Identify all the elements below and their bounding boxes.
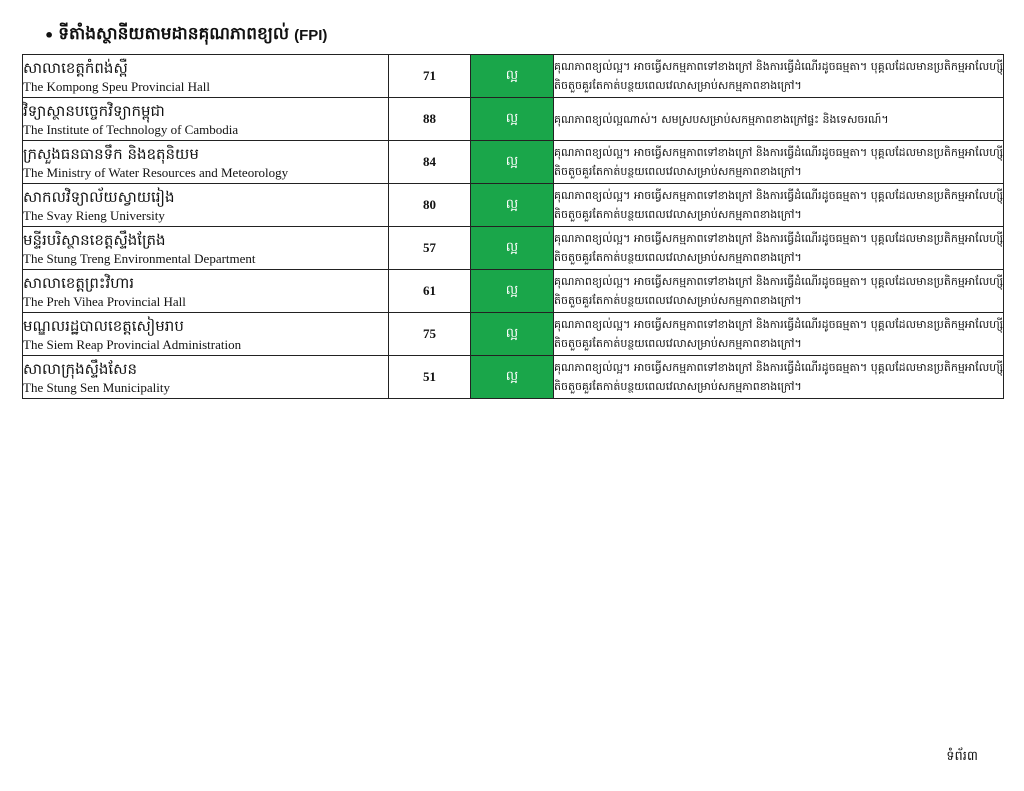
description-text: គុណភាពខ្យល់ល្អ។ អាចធ្វើសកម្មភាពទៅខាងក្រៅ និងការធ្វើដំណើរដូចធម្មតា។ បុគ្គលដែលមានប្រតិកម្មអាលែហ្ស៊ីតិចតួចគួរតែកាត់បន្ថយពេលវេលាសម្រាប់សកម្មភាពខាងក្រៅ។ [554,232,1003,264]
station-name-cell [23,141,389,184]
table-row [23,55,1004,98]
table-row [23,227,1004,270]
station-name-km: សាលាក្រុងស្ទឹងសែន [23,359,137,378]
air-quality-station-table [22,54,1004,399]
station-name-cell [23,98,389,141]
aqi-score: 57 [389,227,471,270]
station-name-en: The Institute of Technology of Cambodia [23,121,239,137]
description-text: គុណភាពខ្យល់ល្អ។ អាចធ្វើសកម្មភាពទៅខាងក្រៅ និងការធ្វើដំណើរដូចធម្មតា។ បុគ្គលដែលមានប្រតិកម្មអាលែហ្ស៊ីតិចតួចគួរតែកាត់បន្ថយពេលវេលាសម្រាប់សកម្មភាពខាងក្រៅ។ [554,146,1003,178]
description-cell [554,356,1004,399]
table-row [23,356,1004,399]
status-badge: ល្អ [471,313,554,356]
station-name-cell [23,227,389,270]
station-name-cell [23,356,389,399]
status-badge: ល្អ [471,227,554,270]
status-badge: ល្អ [471,184,554,227]
status-badge: ល្អ [471,141,554,184]
station-name-km: ក្រសួងធនធានទឹក និងឧតុនិយម [23,144,199,163]
description-text: គុណភាពខ្យល់ល្អ។ អាចធ្វើសកម្មភាពទៅខាងក្រៅ និងការធ្វើដំណើរដូចធម្មតា។ បុគ្គលដែលមានប្រតិកម្មអាលែហ្ស៊ីតិចតួចគួរតែកាត់បន្ថយពេលវេលាសម្រាប់សកម្មភាពខាងក្រៅ។ [554,361,1003,393]
description-text: គុណភាពខ្យល់ល្អ។ អាចធ្វើសកម្មភាពទៅខាងក្រៅ និងការធ្វើដំណើរដូចធម្មតា។ បុគ្គលដែលមានប្រតិកម្មអាលែហ្ស៊ីតិចតួចគួរតែកាត់បន្ថយពេលវេលាសម្រាប់សកម្មភាពខាងក្រៅ។ [554,189,1003,221]
description-cell [554,184,1004,227]
description-cell [554,55,1004,98]
description-text: គុណភាពខ្យល់ល្អ។ អាចធ្វើសកម្មភាពទៅខាងក្រៅ និងការធ្វើដំណើរដូចធម្មតា។ បុគ្គលដែលមានប្រតិកម្មអាលែហ្ស៊ីតិចតួចគួរតែកាត់បន្ថយពេលវេលាសម្រាប់សកម្មភាពខាងក្រៅ។ [554,318,1003,350]
table-row [23,270,1004,313]
status-badge: ល្អ [471,356,554,399]
aqi-score: 84 [389,141,471,184]
aqi-score: 75 [389,313,471,356]
table-row [23,141,1004,184]
station-name-km: សាកលវិទ្យាល័យស្វាយរៀង [23,187,175,206]
description-text: គុណភាពខ្យល់ល្អណាស់។ សមស្របសម្រាប់សកម្មភាពខាងក្រៅផ្ទះ និងទេសចរណ៍។ [554,112,889,126]
status-badge: ល្អ [471,98,554,141]
description-text: គុណភាពខ្យល់ល្អ។ អាចធ្វើសកម្មភាពទៅខាងក្រៅ និងការធ្វើដំណើរដូចធម្មតា។ បុគ្គលដែលមានប្រតិកម្មអាលែហ្ស៊ីតិចតួចគួរតែកាត់បន្ថយពេលវេលាសម្រាប់សកម្មភាពខាងក្រៅ។ [554,275,1003,307]
description-cell [554,227,1004,270]
station-name-km: មន្ទីរបរិស្ថានខេត្តស្ទឹងត្រែង [23,230,166,249]
station-name-cell [23,270,389,313]
description-cell [554,313,1004,356]
page-number: ទំព័រ៣ [946,749,978,764]
description-cell [554,141,1004,184]
aqi-score: 61 [389,270,471,313]
heading-suffix: (FPI) [294,26,328,44]
station-name-km: សាលាខេត្តព្រះវិហារ [23,273,135,292]
table-row [23,98,1004,141]
aqi-score: 71 [389,55,471,98]
description-text: គុណភាពខ្យល់ល្អ។ អាចធ្វើសកម្មភាពទៅខាងក្រៅ និងការធ្វើដំណើរដូចធម្មតា។ បុគ្គលដែលមានប្រតិកម្មអាលែហ្ស៊ីតិចតួចគួរតែកាត់បន្ថយពេលវេលាសម្រាប់សកម្មភាពខាងក្រៅ។ [554,60,1003,92]
table-row [23,184,1004,227]
table-row [23,313,1004,356]
description-cell [554,270,1004,313]
station-name-km: មណ្ឌលរដ្ឋបាលខេត្តសៀមរាប [23,316,184,335]
aqi-score: 51 [389,356,471,399]
aqi-score: 80 [389,184,471,227]
station-name-en: The Siem Reap Provincial Administration [23,336,242,352]
section-heading [44,22,327,48]
station-name-en: The Svay Rieng University [23,207,165,223]
station-name-cell [23,184,389,227]
heading-title: ទីតាំងស្ថានីយតាមដានគុណភាពខ្យល់ [58,23,290,44]
station-name-cell [23,313,389,356]
station-name-cell [23,55,389,98]
station-name-en: The Preh Vihea Provincial Hall [23,293,186,309]
status-badge: ល្អ [471,270,554,313]
station-name-km: វិទ្យាស្ថានបច្ចេកវិទ្យាកម្ពុជា [23,101,165,120]
station-name-en: The Stung Sen Municipality [23,379,170,395]
status-badge: ល្អ [471,55,554,98]
station-name-en: The Stung Treng Environmental Department [23,250,256,266]
station-name-km: សាលាខេត្តកំពង់ស្ពឺ [23,58,128,77]
description-cell [554,98,1004,141]
bullet-icon: • [44,25,55,45]
station-name-en: The Kompong Speu Provincial Hall [23,78,211,94]
aqi-score: 88 [389,98,471,141]
station-name-en: The Ministry of Water Resources and Meteorology [23,164,289,180]
